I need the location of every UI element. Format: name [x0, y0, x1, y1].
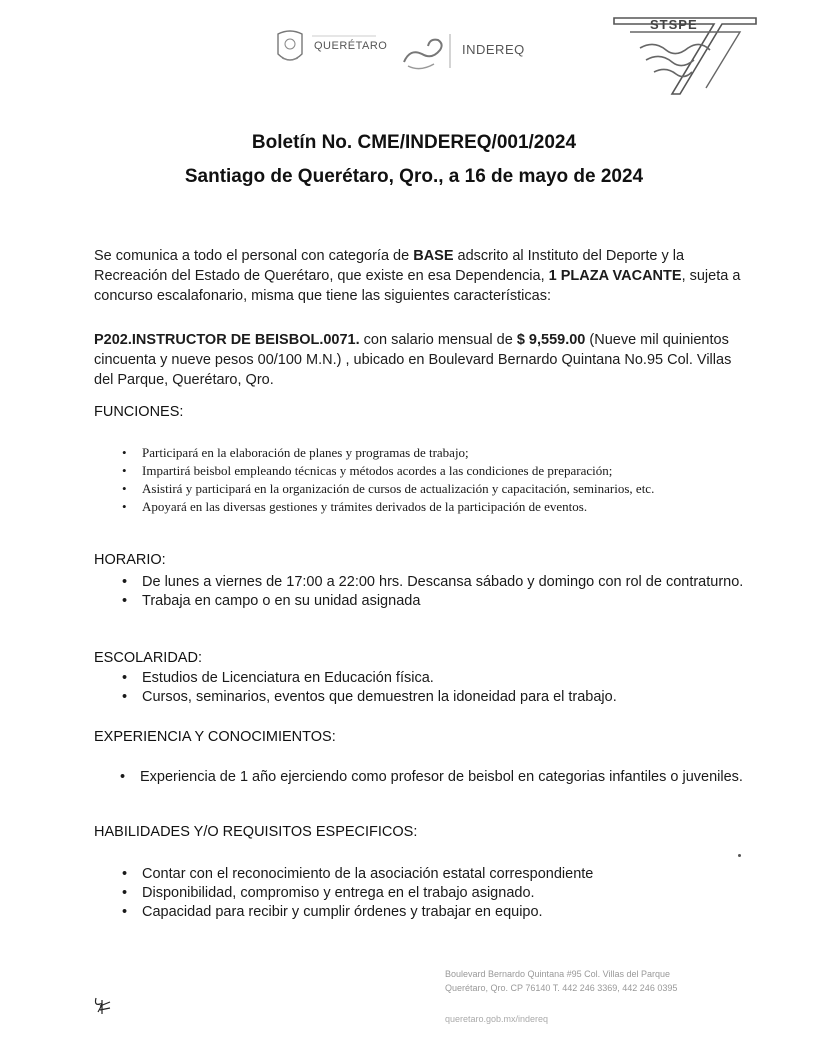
intro-text-a: Se comunica a todo el personal con categoría de [94, 248, 414, 264]
logo-right-text: STSPE [650, 17, 698, 32]
plaza-paragraph [94, 330, 748, 390]
bulletin-date-line: Santiago de Querétaro, Qro., a 16 de mayo de 2024 [184, 166, 644, 187]
experiencia-list [114, 768, 756, 787]
habilidades-list [116, 865, 756, 922]
habilidades-heading: HABILIDADES Y/O REQUISITOS ESPECIFICOS: [94, 824, 418, 840]
plaza-text-d: (Nueve mil quinientos cincuenta y nueve pesos 00/100 M.N.) , ubicado en Boulevard Bernardo Quintana No.95 Col. Villas del Parque, Querétaro, Qro. [94, 332, 732, 388]
list-item: • Capacidad para recibir y cumplir órdenes y trabajar en equipo. [116, 903, 756, 922]
intro-text-c: adscrito al Instituto del Deporte y la Recreación del Estado de Querétaro, que existe en esa Dependencia, [94, 248, 685, 284]
funciones-heading: FUNCIONES: [94, 404, 184, 420]
list-item: • Cursos, seminarios, eventos que demuestren la idoneidad para el trabajo. [116, 688, 756, 707]
list-item: • Apoyará en las diversas gestiones y trámites derivados de la participación de eventos. [116, 498, 756, 516]
list-item: • Asistirá y participará en la organización de cursos de actualización y capacitación, seminarios, etc. [116, 480, 756, 498]
plaza-code: P202.INSTRUCTOR DE BEISBOL.0071. [94, 332, 360, 348]
initials-signature [92, 994, 114, 1016]
escolaridad-heading: ESCOLARIDAD: [94, 650, 202, 666]
list-item: • Participará en la elaboración de planes y programas de trabajo; [116, 444, 756, 462]
list-item: • Trabaja en campo o en su unidad asignada [116, 592, 756, 611]
footer-url: queretaro.gob.mx/indereq [445, 1014, 549, 1024]
footer-address-line1: Boulevard Bernardo Quintana #95 Col. Villas del Parque [445, 969, 670, 979]
intro-text-e: , sujeta a concurso escalafonario, misma que tiene las siguientes características: [94, 268, 741, 304]
list-item: • Impartirá beisbol empleando técnicas y métodos acordes a las condiciones de preparación; [116, 462, 756, 480]
intro-base: BASE [413, 248, 454, 264]
list-item: • Experiencia de 1 año ejerciendo como profesor de beisbol en categorias infantiles o juveniles. [114, 768, 756, 787]
horario-heading: HORARIO: [94, 552, 166, 568]
horario-list [116, 573, 756, 611]
footer-address [445, 967, 745, 995]
logo-mid-text: INDEREQ [462, 42, 525, 57]
intro-plaza-vacante: 1 PLAZA VACANTE [548, 268, 682, 284]
logo-left-text: QUERÉTARO [314, 40, 388, 52]
escolaridad-list [116, 669, 756, 707]
list-item: • Disponibilidad, compromiso y entrega en el trabajo asignado. [116, 884, 756, 903]
plaza-salary: $ 9,559.00 [516, 332, 586, 348]
footer-address-line2: Querétaro, Qro. CP 76140 T. 442 246 3369, 442 246 0395 [445, 983, 678, 993]
speck-mark [738, 854, 741, 857]
plaza-text-b: con salario mensual de [359, 332, 517, 348]
funciones-list [116, 444, 756, 516]
intro-paragraph [94, 246, 748, 306]
list-item: • De lunes a viernes de 17:00 a 22:00 hrs. Descansa sábado y domingo con rol de contraturno. [116, 573, 756, 592]
list-item: • Estudios de Licenciatura en Educación física. [116, 669, 756, 688]
list-item: • Contar con el reconocimiento de la asociación estatal correspondiente [116, 865, 756, 884]
experiencia-heading: EXPERIENCIA Y CONOCIMIENTOS: [94, 729, 336, 745]
bulletin-title: Boletín No. CME/INDEREQ/001/2024 [251, 132, 577, 153]
